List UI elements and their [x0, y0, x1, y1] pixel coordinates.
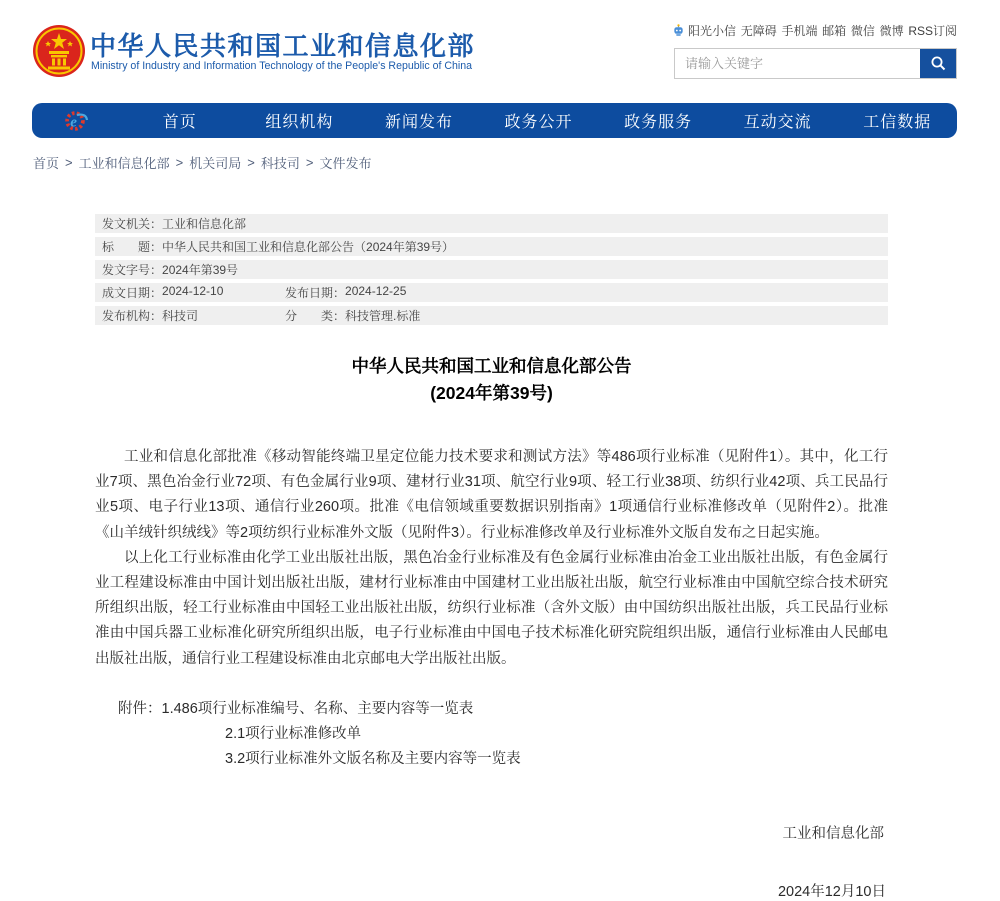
breadcrumb-separator: > — [305, 155, 314, 170]
signature-authority: 工业和信息化部 — [782, 826, 884, 843]
site-subtitle: Ministry of Industry and Information Technology of the People's Republic of China — [91, 60, 473, 72]
nav-item-miit-data[interactable]: 工信数据 — [863, 114, 932, 131]
link-accessibility[interactable]: 无障碍 — [740, 24, 777, 38]
announcement-title-line1: 中华人民共和国工业和信息化部公告 — [351, 356, 632, 376]
search-icon — [930, 55, 947, 72]
meta-label: 发布日期： — [285, 286, 346, 300]
breadcrumb-departments[interactable]: 机关司局 — [189, 156, 242, 171]
announcement-title-line2: (2024年第39号) — [430, 383, 553, 403]
link-wechat[interactable]: 微信 — [850, 24, 875, 38]
link-mail[interactable]: 邮箱 — [822, 24, 847, 38]
meta-label: 发文机关： — [102, 217, 163, 231]
meta-value: 2024年第39号 — [162, 263, 239, 277]
svg-text:e: e — [69, 114, 77, 131]
site-title: 中华人民共和国工业和信息化部 — [90, 31, 476, 61]
link-rss[interactable]: RSS订阅 — [908, 24, 957, 38]
meta-value: 工业和信息化部 — [162, 217, 247, 231]
main-nav — [32, 103, 957, 138]
meta-row-title — [95, 237, 888, 256]
link-mobile[interactable]: 手机端 — [781, 24, 818, 38]
attachment-link-1[interactable]: 1.486项行业标准编号、名称、主要内容等一览表 — [161, 700, 474, 717]
utility-links — [672, 22, 957, 39]
breadcrumb-separator: > — [247, 155, 255, 170]
nav-item-interaction[interactable]: 互动交流 — [743, 114, 812, 131]
document-content — [95, 214, 888, 901]
nav-item-gov-services[interactable]: 政务服务 — [624, 114, 693, 131]
meta-row-doc-number — [95, 260, 888, 279]
search-button[interactable] — [920, 49, 956, 78]
nav-gear-logo-icon — [32, 108, 120, 133]
attachment-link-3[interactable]: 3.2项行业标准外文版名称及主要内容等一览表 — [225, 751, 521, 768]
nav-item-home[interactable]: 首页 — [162, 114, 197, 131]
meta-label: 分 类： — [285, 309, 346, 323]
meta-value: 科技司 — [162, 309, 199, 323]
nav-item-gov-disclosure[interactable]: 政务公开 — [504, 114, 573, 131]
breadcrumb-home[interactable]: 首页 — [33, 156, 60, 171]
announcement-title — [95, 353, 888, 407]
attachment-line-1 — [95, 697, 888, 722]
meta-row-org-category — [95, 306, 888, 325]
meta-row-dates — [95, 283, 888, 302]
attachment-link-2[interactable]: 2.1项行业标准修改单 — [225, 726, 362, 743]
search-box — [674, 48, 957, 79]
announcement-body — [95, 445, 888, 672]
attachments-label: 附件： — [118, 700, 162, 717]
meta-label: 发布机构： — [102, 309, 163, 323]
breadcrumb — [33, 153, 371, 172]
meta-label: 成文日期： — [102, 286, 163, 300]
search-input[interactable] — [675, 49, 920, 78]
breadcrumb-science-tech-dept[interactable]: 科技司 — [260, 156, 300, 171]
meta-value: 2024-12-10 — [162, 284, 224, 298]
site-header — [0, 0, 1000, 95]
attachment-line-3 — [95, 747, 888, 772]
breadcrumb-separator: > — [65, 155, 73, 170]
breadcrumb-miit[interactable]: 工业和信息化部 — [78, 156, 170, 171]
nav-item-organization[interactable]: 组织机构 — [265, 114, 334, 131]
breadcrumb-document-release[interactable]: 文件发布 — [319, 156, 372, 171]
breadcrumb-separator: > — [175, 155, 184, 170]
nav-item-news[interactable]: 新闻发布 — [384, 114, 453, 131]
body-paragraph-2: 以上化工行业标准由化学工业出版社出版，黑色冶金行业标准及有色金属行业标准由冶金工业出版社出版，有色金属行业工程建设标准由中国计划出版社出版，建材行业标准由中国建材工业出版社出版，航空行业标准由中国航空综合技术研究所组织出版，轻工行业标准由中国轻工业出版社出版，纺织行业标准（含外文版）由中国纺织出版社出版，兵工民品行业标准由中国兵器工业标准化研究所组织出版，电子行业标准由中国电子技术标准化研究院组织出版，通信行业标准由人民邮电出版社出版，通信行业工程建设标准由北京邮电大学出版社出版。 — [95, 549, 888, 667]
link-weibo[interactable]: 微博 — [879, 24, 904, 38]
robot-icon — [672, 24, 685, 37]
meta-value: 2024-12-25 — [345, 284, 407, 298]
body-paragraph-1: 工业和信息化部批准《移动智能终端卫星定位能力技术要求和测试方法》等486项行业标准（见附件1）。其中，化工行业7项、黑色冶金行业72项、有色金属行业9项、建材行业31项、航空行业9项、轻工行业38项、纺织行业42项、兵工民品行业5项、电子行业13项、通信行业260项。批准《电信领域重要数据识别指南》1项通信行业标准修改单（见附件2）。批准《山羊绒针织绒线》等2项纺织行业标准外文版（见附件3）。行业标准修改单及行业标准外文版自发布之日起实施。 — [95, 449, 888, 541]
attachments-list — [95, 697, 888, 773]
signature-date: 2024年12月10日 — [777, 884, 886, 901]
meta-label: 标 题： — [102, 240, 163, 254]
attachment-line-2 — [95, 722, 888, 747]
meta-value: 科技管理.标准 — [345, 309, 421, 323]
meta-row-issuing-authority — [95, 214, 888, 233]
meta-label: 发文字号： — [102, 263, 163, 277]
meta-value: 中华人民共和国工业和信息化部公告（2024年第39号） — [162, 240, 455, 254]
link-sunshine-assistant[interactable] — [672, 22, 736, 39]
link-label: 阳光小信 — [688, 24, 737, 38]
national-emblem-logo — [32, 23, 86, 79]
doc-meta-table — [95, 214, 888, 325]
